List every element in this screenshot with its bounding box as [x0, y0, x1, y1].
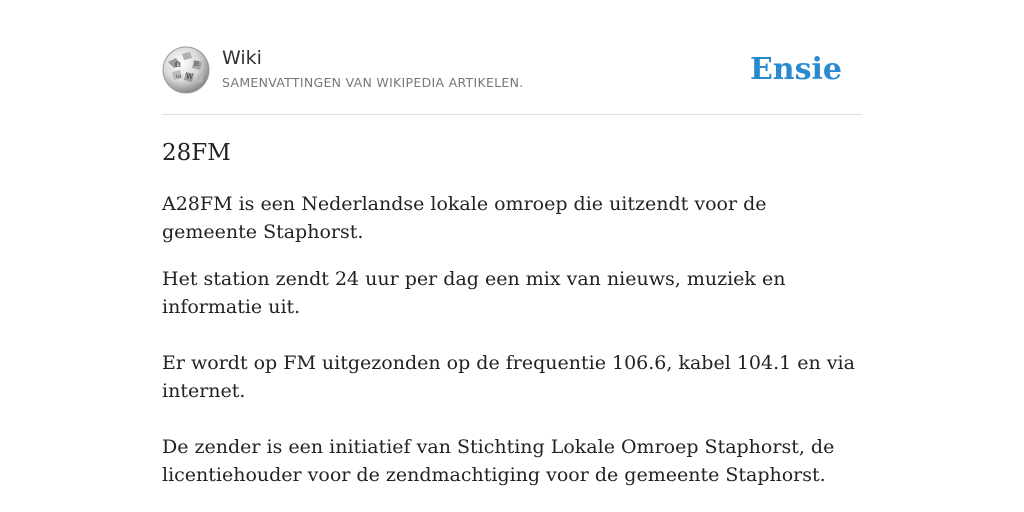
site-name[interactable]: Wiki [222, 47, 262, 69]
article-paragraph: A28FM is een Nederlandse lokale omroep die uitzendt voor de gemeente Staphorst. [162, 193, 767, 243]
svg-text:W: W [186, 73, 194, 81]
article-content [162, 136, 862, 489]
site-tagline: SAMENVATTINGEN VAN WIKIPEDIA ARTIKELEN. [222, 75, 524, 90]
svg-text:ω: ω [176, 73, 181, 80]
article-paragraph: De zender is een initiatief van Stichting Lokale Omroep Staphorst, de licentiehouder voor de zendmachtiging voor de gemeente Staphorst. [162, 436, 835, 486]
svg-text:Ω: Ω [175, 61, 181, 69]
article-paragraph: Er wordt op FM uitgezonden op de frequentie 106.6, kabel 104.1 en via internet. [162, 352, 855, 402]
brand-logo[interactable]: Ensie [749, 52, 842, 87]
wikipedia-globe-icon[interactable] [162, 46, 210, 94]
article-title: 28FM [162, 140, 231, 166]
site-header [162, 44, 862, 115]
article-paragraph: Het station zendt 24 uur per dag een mix van nieuws, muziek en informatie uit. [162, 268, 786, 318]
svg-text:И: И [194, 61, 200, 68]
